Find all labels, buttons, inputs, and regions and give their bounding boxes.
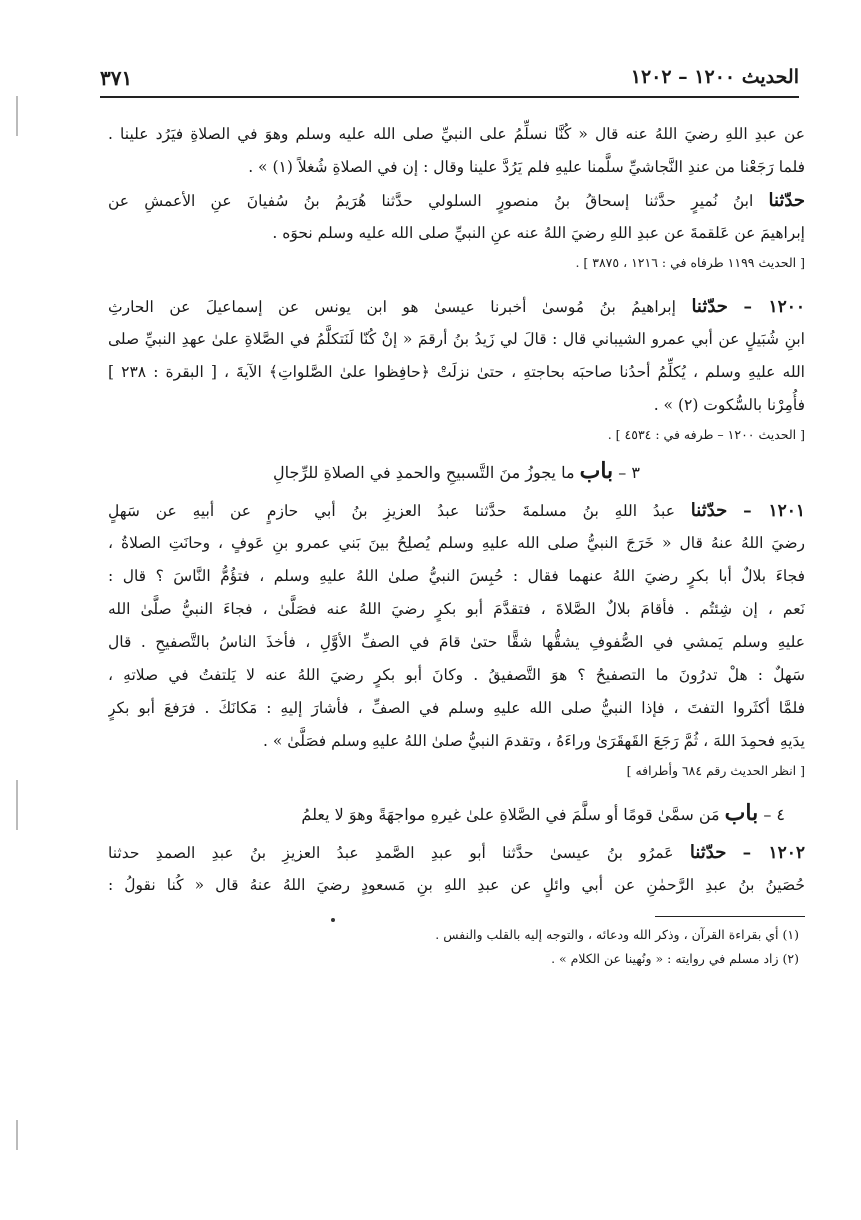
chapter-number: ٣ – bbox=[618, 463, 640, 482]
scan-edge-mark bbox=[16, 1120, 18, 1150]
hadith-text: عَمرُو بنُ عيسىٰ حدَّثنا أبو عبدِ الصَّمدِ عبدُ العزيزِ بنُ عبدِ الصمدِ حدثنا bbox=[108, 844, 674, 862]
text-line: إبراهيمَ عن عَلقمةَ عن عبدِ اللهِ رضيَ اللهُ عنه عنِ النبيِّ صلى الله عليه وسلم نحوَه . bbox=[272, 224, 805, 242]
hadith-number: ١٢٠٢ – bbox=[742, 843, 805, 863]
bab-word: باب bbox=[579, 458, 614, 484]
text-line: فجاءَ بلالٌ أبا بكرٍ رضيَ اللهُ عنهما فقال : حُبِسَ النبيُّ صلىٰ اللهُ عليهِ وسلم ، فتؤُمُّ النَّاسَ ؟ قال : bbox=[108, 567, 805, 585]
scan-edge-mark bbox=[16, 96, 18, 136]
hadith-1202-first-line bbox=[108, 836, 805, 869]
hadith-text: إبراهيمُ بنُ مُوسىٰ أخبرنا عيسىٰ هو ابن يونس عن إسماعيلَ عن الحارثِ bbox=[108, 298, 676, 316]
chapter-number: ٤ – bbox=[763, 805, 785, 824]
text-line: الله عليهِ وسلم ، يُكلِّمُ أحدُنا صاحبَه بحاجتهِ ، حتىٰ نزلَتْ ﴿حافِظوا علىٰ الصَّلواتِ﴾ الآيةَ ، [ البقرة : ٢٣٨ ] bbox=[108, 363, 805, 381]
text-line: ابنِ شُبَيلٍ عن أبي عمرو الشيباني قال : قالَ لي زَيدُ بنُ أرقمَ « إنْ كُنّا لَنَتكلَّمُ في الصَّلاةِ علىٰ عهدِ النبيِّ صلى bbox=[108, 330, 805, 348]
text-line: رضيَ اللهُ عنهُ قال « خَرَجَ النبيُّ صلى الله عليهِ وسلم يُصلِحُ بينَ بَني عمرو بنِ عَوفٍ ، وحانَتِ الصلاةُ ، bbox=[108, 534, 805, 552]
chapter-title: مَن سمَّىٰ قومًا أو سلَّمَ في الصَّلاةِ علىٰ غيرهِ مواجهَةً وهوَ لا يعلمُ bbox=[301, 805, 720, 824]
page-number: ٣٧١ bbox=[100, 66, 133, 90]
running-header bbox=[100, 62, 799, 98]
chapter-heading bbox=[108, 790, 805, 836]
hadith-number: ١٢٠١ – bbox=[743, 501, 805, 521]
text-line: حُصَينُ بنُ عبدِ الرَّحمٰنِ عن أبي وائلٍ عن عبدِ اللهِ بنِ مَسعودٍ رضيَ اللهُ عنهُ قال « كُنا نقولُ : bbox=[108, 876, 805, 894]
text-line: فلما رَجَعْنا من عندِ النَّجاشيِّ سلَّمنا عليهِ فلم يَرُدَّ علينا وقال : إن في الصلاةِ شُغلاً (١) » . bbox=[248, 158, 805, 176]
hadith-reference: [ الحديث ١١٩٩ طرفاه في : ١٢١٦ ، ٣٨٧٥ ] . bbox=[575, 255, 805, 270]
hadith-1200-first-line bbox=[108, 290, 805, 323]
page-body bbox=[108, 118, 805, 971]
text-line: نَعم ، إن شِئتُم . فأقامَ بلالٌ الصَّلاةَ ، فتقدَّمَ أبو بكرٍ رضيَ اللهُ عنه فصَلَّىٰ ، فجاءَ النبيُّ صلَّىٰ الله bbox=[108, 600, 805, 618]
haddathana-keyword: حدّثنا bbox=[690, 500, 728, 521]
footnote: (١) أي بقراءة القرآن ، وذكر الله ودعائه ، والتوجه إليه بالقلب والنفس . bbox=[435, 927, 799, 942]
chapter-heading bbox=[108, 448, 805, 494]
hadith-number: ١٢٠٠ – bbox=[743, 297, 805, 317]
scan-edge-mark bbox=[16, 780, 18, 830]
ink-speck bbox=[331, 918, 335, 922]
text-line: فلمَّا أكثَروا التفتَ ، فإذا النبيُّ صلى الله عليهِ وسلم في الصفِّ ، فأشارَ إليهِ : مَكانَكَ . فرَفعَ أبو بكرٍ bbox=[108, 699, 805, 717]
haddathana-keyword: حدّثنا bbox=[689, 842, 727, 863]
haddathana-keyword: حدّثنا bbox=[691, 296, 728, 317]
text-line: سَهلٌ : هلْ تدرُونَ ما التصفيحُ ؟ هوَ التَّصفيقُ . وكانَ أبو بكرٍ رضيَ اللهُ عنه لا يَلتفتُ في صلاتهِ ، bbox=[108, 666, 805, 684]
haddathana-keyword: حدّثنا bbox=[768, 190, 805, 211]
chapter-title: ما يجوزُ منَ التَّسبيحِ والحمدِ في الصلاةِ للرِّجالِ bbox=[273, 463, 575, 482]
isnad-line bbox=[108, 184, 805, 217]
isnad-text: ابنُ نُميرٍ حدَّثنا إسحاقُ بنُ منصورٍ السلولي حدَّثنا هُرَيمُ بنُ سُفيانَ عنِ الأعمشِ عن bbox=[108, 192, 754, 210]
bab-word: باب bbox=[724, 800, 759, 826]
footnote: (٢) زاد مسلم في روايته : « ونُهينا عن الكلام » . bbox=[551, 951, 799, 966]
text-line: فأُمِرْنا بالسُّكوت (٢) » . bbox=[653, 396, 805, 414]
hadith-reference: [ الحديث ١٢٠٠ – طرفه في : ٤٥٣٤ ] . bbox=[607, 427, 805, 442]
hadith-reference: [ انظر الحديث رقم ٦٨٤ وأطرافه ] bbox=[626, 763, 805, 778]
running-title: الحديث ١٢٠٠ – ١٢٠٢ bbox=[630, 66, 799, 88]
text-line: يدَيهِ فحمِدَ اللهَ ، ثُمَّ رَجَعَ القَهقَرَىٰ وراءَهُ ، وتقدمَ النبيُّ صلىٰ اللهُ عليهِ وسلم فصَلَّىٰ » . bbox=[263, 732, 805, 750]
hadith-1201-first-line bbox=[108, 494, 805, 527]
hadith-text: عبدُ اللهِ بنُ مسلمةَ حدَّثنا عبدُ العزيزِ بنُ أبي حازمٍ عن أبيهِ عن سَهلٍ bbox=[108, 502, 675, 520]
text-line: عليهِ وسلم يَمشي في الصُّفوفِ يشقُّها شقًّا حتىٰ قامَ في الصفِّ الأوَّلِ ، فأخذَ الناسُ بالتَّصفيحِ . قال bbox=[108, 633, 805, 651]
text-line: عن عبدِ اللهِ رضيَ اللهُ عنه قال « كُنَّا نسلِّمُ على النبيِّ صلى الله عليه وسلم وهوَ في الصلاةِ فيَرُد علينا . bbox=[108, 125, 805, 143]
